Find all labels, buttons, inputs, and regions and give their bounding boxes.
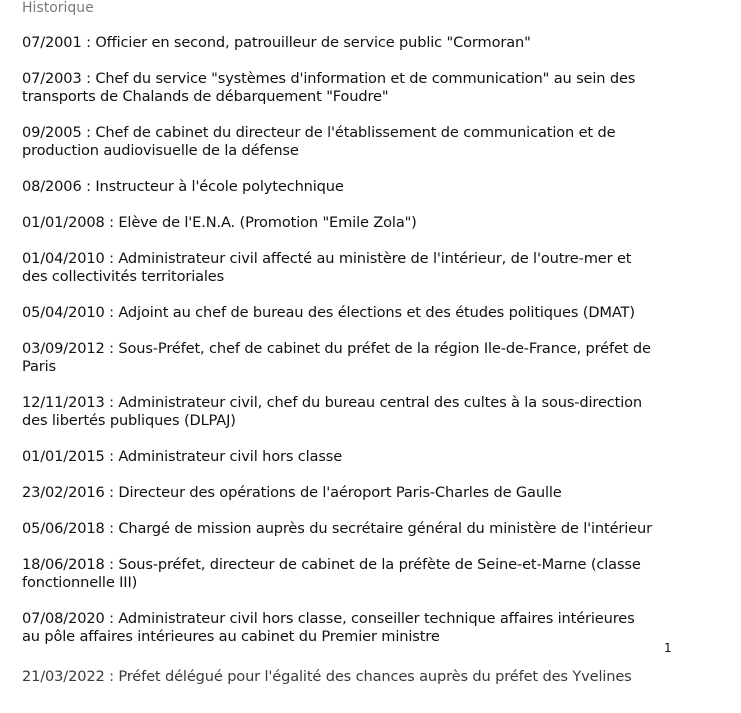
- history-entry: 07/2003 : Chef du service "systèmes d'information et de communication" au sein des transports de Chalands de débarquement "Foudre": [22, 70, 636, 105]
- history-entry: 21/03/2022 : Préfet délégué pour l'égalité des chances auprès du préfet des Yvelines: [22, 668, 632, 685]
- history-entry: 09/2005 : Chef de cabinet du directeur de l'établissement de communication et de production audiovisuelle de la défense: [22, 124, 616, 159]
- history-entry: 07/08/2020 : Administrateur civil hors classe, conseiller technique affaires intérieures au pôle affaires intérieures au cabinet du Premier ministre: [22, 610, 635, 645]
- history-entry: 05/06/2018 : Chargé de mission auprès du secrétaire général du ministère de l'intérieur: [22, 520, 652, 537]
- history-entry: 12/11/2013 : Administrateur civil, chef du bureau central des cultes à la sous-direction des libertés publiques (DLPAJ): [22, 394, 643, 429]
- history-entry: 08/2006 : Instructeur à l'école polytechnique: [22, 178, 344, 195]
- history-entry: 03/09/2012 : Sous-Préfet, chef de cabinet du préfet de la région Ile-de-France, préfet de Paris: [22, 340, 651, 375]
- history-entry: 18/06/2018 : Sous-préfet, directeur de cabinet de la préfète de Seine-et-Marne (classe fonctionnelle III): [22, 556, 641, 591]
- section-heading: Historique: [22, 0, 94, 16]
- history-entry: 05/04/2010 : Adjoint au chef de bureau des élections et des études politiques (DMAT): [22, 304, 635, 321]
- history-entry: 01/01/2015 : Administrateur civil hors classe: [22, 448, 343, 465]
- history-entry: 07/2001 : Officier en second, patrouilleur de service public "Cormoran": [22, 34, 531, 51]
- history-entry: 23/02/2016 : Directeur des opérations de l'aéroport Paris-Charles de Gaulle: [22, 484, 562, 501]
- page-number: 1: [664, 641, 672, 655]
- history-entry: 01/01/2008 : Elève de l'E.N.A. (Promotion "Emile Zola"): [22, 214, 417, 231]
- history-entry: 01/04/2010 : Administrateur civil affecté au ministère de l'intérieur, de l'outre-mer et des collectivités territoriales: [22, 250, 632, 285]
